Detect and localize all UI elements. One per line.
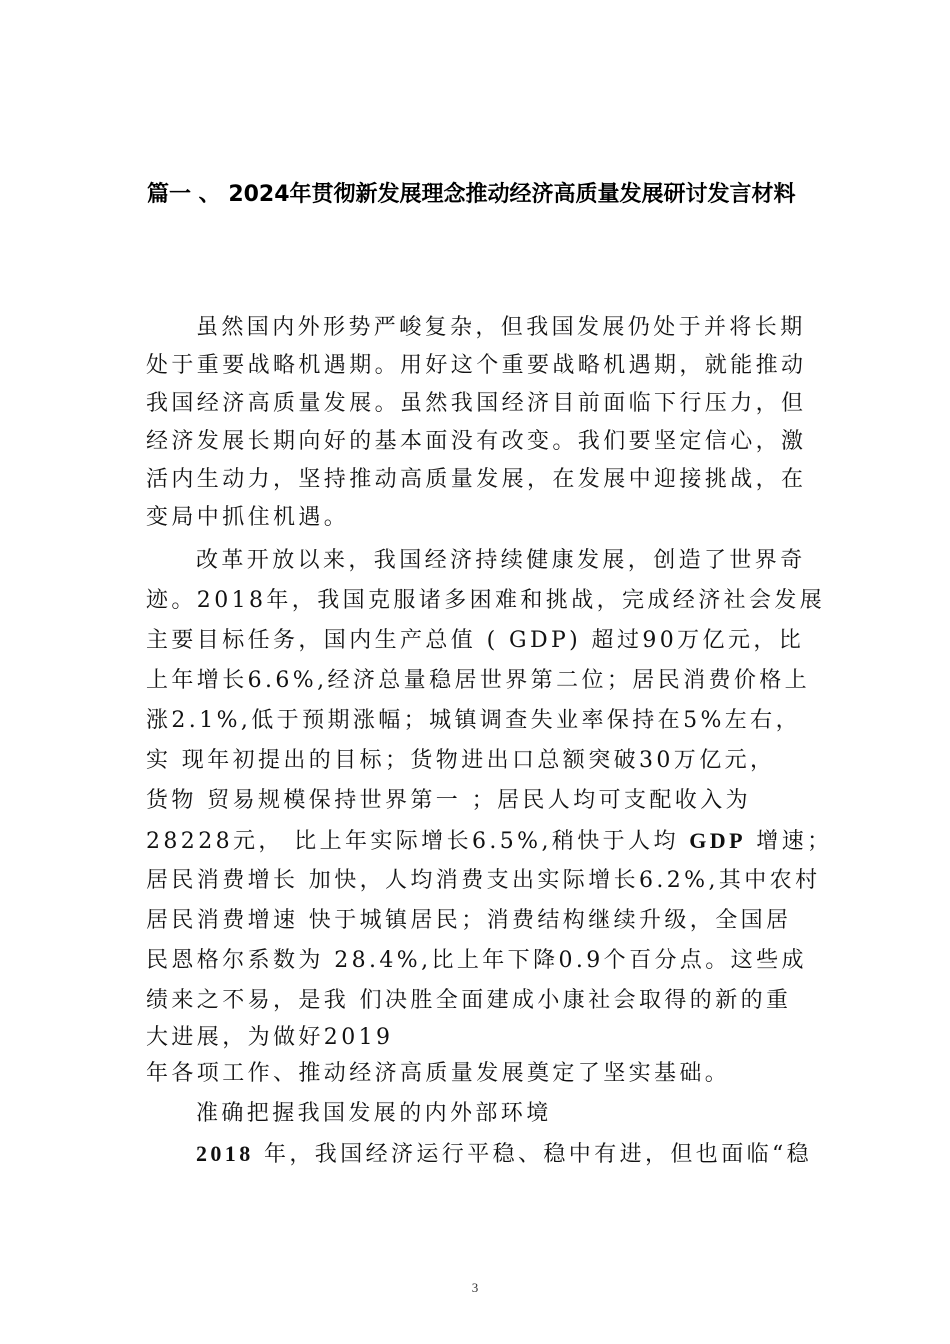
paragraph-1-line-4: 经济发展长期向好的基本面没有改变。我们要坚定信心，激 xyxy=(146,429,807,454)
section-heading: 准确把握我国发展的内外部环境 xyxy=(196,1101,552,1126)
paragraph-2-line-13: 大进展，为做好2019 xyxy=(146,1025,394,1050)
paragraph-1-line-2: 处于重要战略机遇期。用好这个重要战略机遇期，就能推动 xyxy=(146,353,807,378)
paragraph-1-line-1: 虽然国内外形势严峻复杂，但我国发展仍处于并将长期 xyxy=(196,315,806,340)
paragraph-2-line-8 xyxy=(146,821,833,861)
paragraph-2-line-1: 改革开放以来，我国经济持续健康发展，创造了世界奇 xyxy=(196,548,806,573)
paragraph-3-line-1-text: 年，我国经济运行平稳、稳中有进，但也面临“稳 xyxy=(253,1142,813,1167)
paragraph-2-line-9: 居民消费增长 加快，人均消费支出实际增长6.2%,其中农村 xyxy=(146,868,821,893)
paragraph-2-line-8-text: 28228元， 比上年实际增长6.5%,稍快于人均 xyxy=(146,829,690,854)
year-bold-text: 2018 xyxy=(196,1141,254,1166)
paragraph-2-line-7: 货物 贸易规模保持世界第一 ；居民人均可支配收入为 xyxy=(146,788,751,813)
paragraph-2-line-12: 绩来之不易，是我 们决胜全面建成小康社会取得的新的重 xyxy=(146,988,792,1013)
paragraph-3-line-1 xyxy=(196,1134,811,1174)
paragraph-1-line-3: 我国经济高质量发展。虽然我国经济目前面临下行压力，但 xyxy=(146,391,807,416)
paragraph-2-line-11: 民恩格尔系数为 28.4%,比上年下降0.9个百分点。这些成 xyxy=(146,948,807,973)
gdp-bold-text: GDP xyxy=(689,828,746,853)
paragraph-2-line-3: 主要目标任务，国内生产总值 ( GDP) 超过90万亿元，比 xyxy=(146,628,805,653)
paragraph-2-line-2: 迹。2018年，我国克服诸多困难和挑战，完成经济社会发展 xyxy=(146,588,826,613)
paragraph-1-line-6: 变局中抓住机遇。 xyxy=(146,505,350,530)
paragraph-1-line-5: 活内生动力，坚持推动高质量发展，在发展中迎接挑战，在 xyxy=(146,467,807,492)
paragraph-2-line-8-suffix: 增速； xyxy=(745,829,833,854)
paragraph-2-line-14: 年各项工作、推动经济高质量发展奠定了坚实基础。 xyxy=(146,1061,731,1086)
page-number: 3 xyxy=(471,1280,479,1295)
paragraph-2-line-6: 实 现年初提出的目标；货物进出口总额突破30万亿元， xyxy=(146,748,776,773)
paragraph-2-line-5: 涨2.1%,低于预期涨幅；城镇调查失业率保持在5%左右， xyxy=(146,708,801,733)
document-title: 篇一 、 2024年贯彻新发展理念推动经济高质量发展研讨发言材料 xyxy=(147,182,796,207)
paragraph-2-line-4: 上年增长6.6%,经济总量稳居世界第二位；居民消费价格上 xyxy=(146,668,811,693)
paragraph-2-line-10: 居民消费增速 快于城镇居民；消费结构继续升级，全国居 xyxy=(146,908,792,933)
